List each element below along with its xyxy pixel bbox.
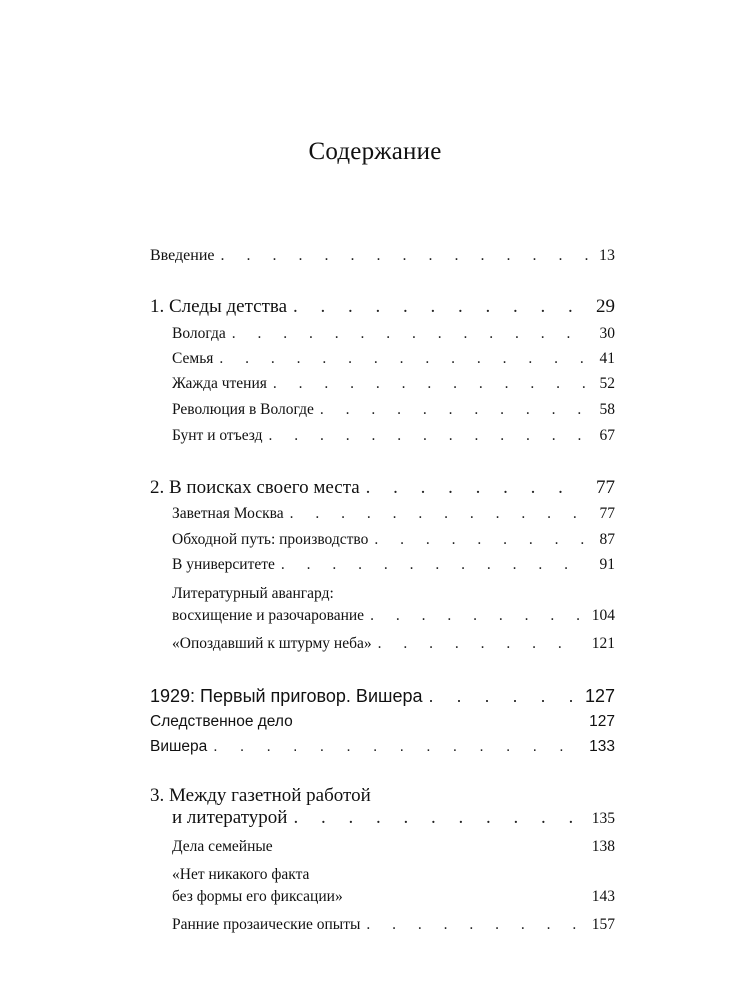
toc-entry-page: 91 — [599, 556, 615, 573]
leader-dots — [290, 505, 590, 523]
toc-entry-label: Заветная Москва — [172, 505, 284, 522]
leader-dots — [366, 477, 586, 499]
toc-entry[interactable] — [172, 350, 615, 368]
toc-entry-label: В университете — [172, 556, 275, 573]
toc-entry-page: 77 — [599, 505, 615, 522]
toc-entry-page: 13 — [599, 247, 615, 264]
toc-entry[interactable] — [172, 325, 615, 343]
toc-section-1929[interactable] — [150, 686, 615, 707]
toc-entry-label-line2: и литературой — [172, 807, 288, 828]
toc-entry-label: Ранние прозаические опыты — [172, 916, 361, 933]
leader-dots — [293, 807, 581, 829]
toc-entry-page: 29 — [596, 296, 615, 317]
toc-entry[interactable] — [150, 738, 615, 756]
toc-chapter-2[interactable] — [150, 477, 615, 499]
toc-entry-page: 135 — [591, 810, 615, 827]
toc-entry[interactable] — [172, 401, 615, 419]
toc-entry-label: Вишера — [150, 738, 208, 755]
toc-entry[interactable] — [172, 607, 615, 625]
leader-dots — [374, 531, 589, 549]
leader-dots — [219, 350, 589, 368]
toc-entry-label: 1929: Первый приговор. Вишера — [150, 686, 423, 706]
toc-entry-label-line2[interactable]: без формы его фиксации» — [172, 888, 343, 905]
toc-entry-intro[interactable] — [150, 247, 615, 265]
toc-entry-page: 127 — [584, 686, 615, 706]
toc-entry-label: Жажда чтения — [172, 375, 267, 392]
leader-dots — [293, 296, 586, 318]
toc-entry-page: 157 — [591, 916, 615, 933]
leader-dots — [232, 325, 590, 343]
toc-entry-label-line1[interactable]: «Нет никакого факта — [172, 866, 310, 883]
toc-entry[interactable] — [172, 531, 615, 549]
toc-entry[interactable] — [172, 916, 615, 934]
leader-dots — [221, 247, 590, 265]
toc-entry-label[interactable]: Следственное дело — [150, 713, 293, 730]
toc-entry[interactable] — [172, 635, 615, 653]
toc-chapter-1[interactable] — [150, 296, 615, 318]
toc-entry[interactable] — [172, 427, 615, 445]
toc-entry-label: Семья — [172, 350, 214, 367]
toc-entry[interactable] — [172, 505, 615, 523]
toc-entry-label[interactable]: Дела семейные — [172, 838, 273, 855]
toc-entry-label: Введение — [150, 247, 215, 264]
toc-entry-page: 30 — [599, 325, 615, 342]
toc-entry-page: 143 — [591, 888, 615, 905]
toc-entry-label: Обходной путь: производство — [172, 531, 369, 548]
toc-entry-label: 1. Следы детства — [150, 296, 288, 317]
toc-entry-page: 127 — [589, 713, 615, 730]
toc-entry-page: 58 — [599, 401, 615, 418]
toc-entry-label: Бунт и отъезд — [172, 427, 263, 444]
toc-entry-page: 77 — [596, 477, 615, 498]
toc-entry-label: «Опоздавший к штурму неба» — [172, 635, 372, 652]
toc-entry-page: 52 — [599, 375, 615, 392]
toc-entry[interactable] — [172, 556, 615, 574]
page-title: Содержание — [308, 138, 442, 165]
toc-entry-label: Революция в Вологде — [172, 401, 314, 418]
toc-entry-label-line1[interactable]: Литературный авангард: — [172, 585, 334, 602]
toc-entry[interactable] — [172, 375, 615, 393]
toc-entry-label-line2: восхищение и разочарование — [172, 607, 365, 624]
leader-dots — [428, 686, 574, 707]
toc-entry-page: 67 — [599, 427, 615, 444]
leader-dots — [366, 916, 581, 934]
toc-entry-page: 138 — [591, 838, 615, 855]
leader-dots — [281, 556, 590, 574]
toc-entry-page: 121 — [591, 635, 615, 652]
toc-entry-page: 133 — [589, 738, 615, 755]
toc-entry-page: 41 — [599, 350, 615, 367]
toc-entry-label: 2. В поисках своего места — [150, 477, 360, 498]
leader-dots — [378, 635, 582, 653]
leader-dots — [370, 607, 582, 625]
toc-chapter-3[interactable] — [172, 807, 615, 829]
toc-chapter-3-line1[interactable]: 3. Между газетной работой — [150, 785, 371, 806]
leader-dots — [320, 401, 590, 419]
toc-entry-page: 87 — [599, 531, 615, 548]
toc-entry-label: Вологда — [172, 325, 226, 342]
leader-dots — [273, 375, 590, 393]
leader-dots — [213, 738, 579, 756]
leader-dots — [269, 427, 590, 445]
toc-entry-page: 104 — [591, 607, 615, 624]
